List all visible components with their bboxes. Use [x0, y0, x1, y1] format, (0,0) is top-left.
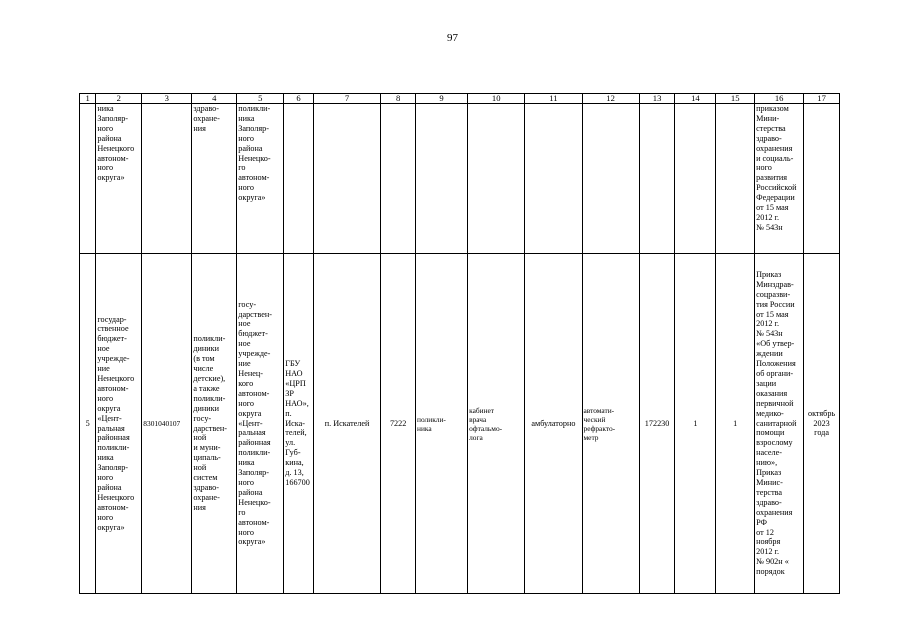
table-cell: здраво- охране- ния: [192, 104, 237, 254]
table-cell: приказом Мини- стерства здраво- охранения и социаль- ного развития Российской Федерации от 15 мая 2012 г. № 543н: [755, 104, 804, 254]
header-cell: 14: [675, 94, 716, 104]
table-cell: [142, 104, 192, 254]
table-cell: [675, 104, 716, 254]
facility-type-cell: поликли- диники (в том числе детские), а также поликли- диники госу- дарствен- ной и муни- ципаль- ной систем здраво- охране- ния: [192, 254, 237, 594]
table-cell: поликли- ника Заполяр- ного района Ненецко- го автоном- ного округа»: [237, 104, 284, 254]
table-cell: [381, 104, 416, 254]
table-cell: [416, 104, 468, 254]
quantity-required-cell: 1: [675, 254, 716, 594]
header-cell: 5: [237, 94, 284, 104]
header-cell: 1: [80, 94, 96, 104]
table-cell: [80, 104, 96, 254]
equipment-table: [79, 93, 840, 594]
page-number: 97: [447, 32, 458, 44]
equipment-name-cell: автомати- ческий рефракто- метр: [582, 254, 639, 594]
header-cell: 16: [755, 94, 804, 104]
header-cell: 17: [804, 94, 840, 104]
table-cell: [716, 104, 755, 254]
institution-cell: госу- дарствен- ное бюджет- ное учрежде- ние Ненец- кого автоном- ного округа «Цент- ральная районная поликли- ника Заполяр- ного района Ненецко- го автоном- ного округа»: [237, 254, 284, 594]
code-cell: 7222: [381, 254, 416, 594]
header-cell: 6: [284, 94, 314, 104]
address-cell: ГБУ НАО «ЦРП ЗР НАО», п. Иска- телей, ул. Губ- кина, д. 13, 166700: [284, 254, 314, 594]
equipment-code-cell: 172230: [639, 254, 675, 594]
table-cell: [284, 104, 314, 254]
table-cell: [525, 104, 582, 254]
table-cell: [582, 104, 639, 254]
quantity-planned-cell: 1: [716, 254, 755, 594]
header-cell: 3: [142, 94, 192, 104]
care-condition-cell: амбулаторно: [525, 254, 582, 594]
office-cell: кабинет врача офтальмо- лога: [468, 254, 525, 594]
header-cell: 15: [716, 94, 755, 104]
table-row-continued: [80, 104, 840, 254]
table-cell: ника Заполяр- ного района Ненецкого автоном- ного округа»: [96, 104, 142, 254]
header-cell: 13: [639, 94, 675, 104]
deadline-cell: октябрь 2023 года: [804, 254, 840, 594]
header-cell: 9: [416, 94, 468, 104]
inn-cell: 8301040107: [142, 254, 192, 594]
legal-basis-cell: Приказ Минздрав- соцразви- тия России от 15 мая 2012 г. № 543н «Об утвер- ждении Положения об органи- зации оказания первичной медико- санитарной помощи взрослому населе- нию», Приказ Минис- терства здраво- охранения РФ от 12 ноября 2012 г. № 902н « порядок: [755, 254, 804, 594]
table-cell: [804, 104, 840, 254]
header-cell: 2: [96, 94, 142, 104]
header-cell: 7: [313, 94, 380, 104]
header-cell: 11: [525, 94, 582, 104]
organization-name-cell: государ- ственное бюджет- ное учрежде- ние Ненецкого автоном- ного округа «Цент- ральная районная поликли- ника Заполяр- ного района Ненецкого автоном- ного округа»: [96, 254, 142, 594]
table-cell: [313, 104, 380, 254]
header-cell: 10: [468, 94, 525, 104]
header-cell: 12: [582, 94, 639, 104]
header-cell: 4: [192, 94, 237, 104]
table-cell: [468, 104, 525, 254]
table-cell: [639, 104, 675, 254]
table-row-5: [80, 254, 840, 594]
column-number-row: [80, 94, 840, 104]
settlement-cell: п. Искателей: [313, 254, 380, 594]
unit-type-cell: поликли- ника: [416, 254, 468, 594]
header-cell: 8: [381, 94, 416, 104]
row-number-cell: 5: [80, 254, 96, 594]
